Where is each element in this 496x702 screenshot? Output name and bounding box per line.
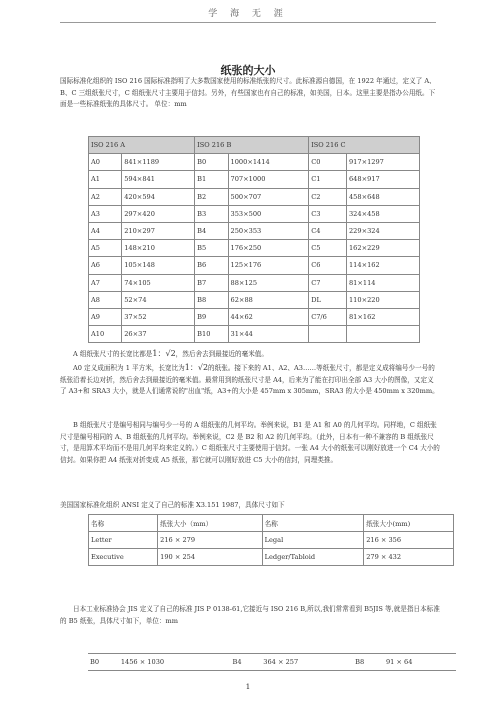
intro-paragraph: 国际标准化组织的 ISO 216 国际标准指明了大多数国家使用的标准纸张的尺寸。此标准源自德国，在 1922 年通过，定义了 A、B、C 三组纸张尺寸，C 组纸张尺寸主要用于信封。另外，有些国家也有自己的标准，如美国，日本。这里主要是指办公用纸。下面是一些标准纸张的具体尺寸。 单位：mm [60,77,436,109]
iso-cell: 297×420 [122,205,195,222]
iso-cell: 648×917 [346,171,419,188]
ansi-cell: Letter [89,532,158,549]
iso-cell: 458×648 [346,188,419,205]
iso-cell: 229×324 [346,222,419,239]
iso-cell: A4 [89,222,122,239]
ansi-cell: 216 × 279 [158,532,263,549]
iso-table-row [89,274,420,291]
iso-cell: B4 [195,222,228,239]
jis-cell: 1456 × 1030 [119,654,231,671]
iso-cell: 110×220 [346,291,419,308]
iso-cell: 210×297 [122,222,195,239]
iso-cell: B0 [195,154,228,171]
iso-cell: B8 [195,291,228,308]
ansi-table-row [89,549,454,566]
iso-cell: B6 [195,257,228,274]
iso-cell: 44×62 [228,308,309,325]
iso-cell: B7 [195,274,228,291]
iso-header-a: ISO 216 A [89,137,195,154]
ansi-cell: 216 × 356 [364,532,454,549]
iso-table-row [89,257,420,274]
iso-cell: A7 [89,274,122,291]
iso-cell: 31×44 [228,326,309,343]
page-header: 学 海 无 涯 [208,9,288,19]
iso-cell: C7/6 [309,308,347,325]
iso-cell: 841×1189 [122,154,195,171]
jis-caption: 日本工业标准协会 JIS 定义了自己的标准 JIS P 0138-61,它接近与 ISO 216 B,所以,我们常常看到 B5JIS 等,就是指日本标准的 B5 纸张，具体尺寸如下，单位：mm [60,605,440,625]
iso-cell: 114×162 [346,257,419,274]
iso-cell: 37×52 [122,308,195,325]
iso-cell: C4 [309,222,347,239]
iso-cell: C3 [309,205,347,222]
iso-cell: 176×250 [228,240,309,257]
jis-cell: B0 [88,654,119,671]
ansi-cell: 279 × 432 [364,549,454,566]
iso-cell: DL [309,291,347,308]
para2-text-post: 的纸张。接下来的 A1、A2、A3……等纸张尺寸，都是定义成将编号少一号的纸张沿着长边对折，然后舍去到最接近的毫米值。最常用到的纸张尺寸是 A4，后来为了能在打印出全部 A3 大小的图像，又定义了 A3+和 SRA3 大小，就是人们通常说的"出血"纸，A3+的大小是 457mm x 305mm，SRA3 的大小是 450mm x 320mm。 [60,364,439,396]
iso-216-table [88,136,420,343]
iso-cell: 26×37 [122,326,195,343]
iso-cell: A1 [89,171,122,188]
para2-text-pre: A0 定义成面积为 1 平方米，长宽比为 [73,364,185,372]
iso-header-c: ISO 216 C [309,137,420,154]
iso-cell: A9 [89,308,122,325]
iso-table-row [89,222,420,239]
document-title: 纸张的大小 [220,64,276,77]
jis-table [88,653,456,671]
paragraph-a-ratio [60,348,440,361]
iso-cell: 420×594 [122,188,195,205]
ansi-header-name-1: 名称 [89,515,158,532]
iso-cell: 917×1297 [346,154,419,171]
ansi-table [88,514,454,566]
iso-cell: 81×162 [346,308,419,325]
iso-header-b: ISO 216 B [195,137,309,154]
iso-cell: 250×353 [228,222,309,239]
iso-cell: A5 [89,240,122,257]
iso-cell: C2 [309,188,347,205]
iso-table-row [89,171,420,188]
iso-cell: B1 [195,171,228,188]
iso-cell: C6 [309,257,347,274]
header-rule [60,22,436,23]
iso-cell: 594×841 [122,171,195,188]
iso-cell: 88×125 [228,274,309,291]
jis-cell: B8 [353,654,384,671]
page-number: 1 [245,683,251,691]
ratio-formula: 1：√2 [152,349,176,358]
iso-cell: 162×229 [346,240,419,257]
iso-cell: C7 [309,274,347,291]
iso-cell: 81×114 [346,274,419,291]
iso-cell: 105×148 [122,257,195,274]
jis-table-row [88,654,456,671]
iso-cell: A2 [89,188,122,205]
para1-text-pre: A 组纸张尺寸的长宽比都是 [73,350,153,358]
iso-cell: B3 [195,205,228,222]
ansi-cell: Executive [89,549,158,566]
ansi-table-header-row [89,515,454,532]
iso-cell: B9 [195,308,228,325]
iso-cell: 353×500 [228,205,309,222]
iso-cell: A10 [89,326,122,343]
para1-text-post: ，然后舍去到最接近的毫米值。 [175,350,268,358]
paragraph-a0-definition [60,362,440,398]
ansi-table-row [89,532,454,549]
iso-cell: B10 [195,326,228,343]
iso-cell: A0 [89,154,122,171]
ansi-cell: Ledger/Tabloid [262,549,364,566]
iso-cell: 125×176 [228,257,309,274]
iso-cell: C5 [309,240,347,257]
iso-cell: B2 [195,188,228,205]
iso-cell: 324×458 [346,205,419,222]
iso-cell: 707×1000 [228,171,309,188]
iso-cell: 500×707 [228,188,309,205]
iso-cell [346,326,419,343]
ansi-cell: Legal [262,532,364,549]
iso-cell: C1 [309,171,347,188]
iso-table-row [89,188,420,205]
iso-table-row [89,291,420,308]
ratio-formula-2: 1：√2 [184,363,209,372]
iso-table-row [89,240,420,257]
ansi-header-size-1: 纸张大小（mm） [158,515,263,532]
iso-cell: C0 [309,154,347,171]
iso-table-row [89,154,420,171]
iso-table-row [89,308,420,325]
iso-table-row [89,326,420,343]
iso-cell: A3 [89,205,122,222]
iso-cell: A8 [89,291,122,308]
iso-cell: 1000×1414 [228,154,309,171]
ansi-cell: 190 × 254 [158,549,263,566]
iso-cell: B5 [195,240,228,257]
ansi-header-size-2: 纸张大小(mm) [364,515,454,532]
jis-cell: B4 [230,654,261,671]
ansi-caption: 美国国家标准化组织 ANSI 定义了自己的标准 X3.151 1987，具体尺寸如下 [60,501,285,509]
iso-cell: 74×105 [122,274,195,291]
iso-cell: A6 [89,257,122,274]
jis-cell: 91 × 64 [384,654,456,671]
iso-cell [309,326,347,343]
ansi-header-name-2: 名称 [262,515,364,532]
iso-table-row [89,205,420,222]
iso-table-header-row [89,137,420,154]
jis-cell: 364 × 257 [261,654,353,671]
iso-cell: 62×88 [228,291,309,308]
iso-cell: 52×74 [122,291,195,308]
iso-cell: 148×210 [122,240,195,257]
paragraph-b-c-groups: B 组纸张尺寸是编号相同与编号少一号的 A 组纸张的几何平均。举例来说，B1 是 A1 和 A0 的几何平均。同样地，C 组纸张尺寸是编号相同的 A、B 组纸张的几何平均。举例来说，C2 是 B2 和 A2 的几何平均。（此外，日本有一种不兼容的 B 组纸张尺寸，是用算术平均而不是用几何平均来定义的。）C 组纸张尺寸主要使用于信封。一张 A4 大小的纸张可以刚好放进一个 C4 大小的信封。如果你把 A4 纸张对折变成 A5 纸张，那它就可以刚好放进 C5 大小的信封，同理类推。 [60,421,440,464]
